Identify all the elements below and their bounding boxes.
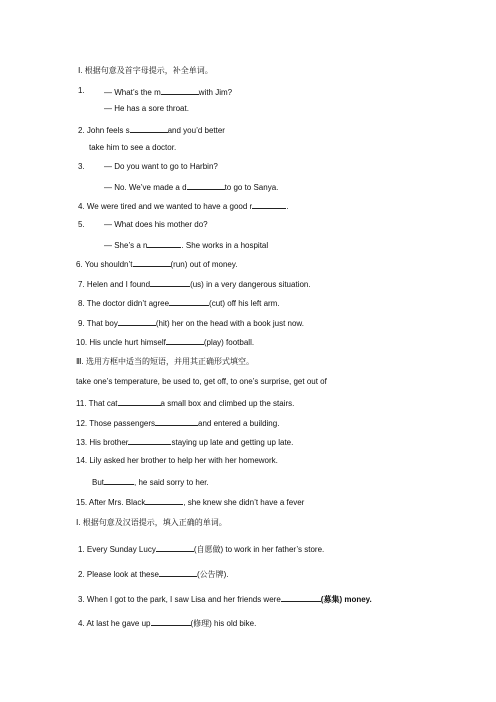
question-7-line	[78, 278, 311, 290]
answer-blank[interactable]	[187, 181, 225, 190]
answer-blank[interactable]	[151, 617, 191, 626]
section-3-heading: Ⅲ. 选用方框中适当的短语，并用其正确形式填空。	[76, 357, 254, 366]
question-7-text: 7. Helen and I found	[78, 280, 151, 289]
question-10-text-end: (play) football.	[203, 338, 255, 347]
answer-blank[interactable]	[159, 568, 197, 577]
question-9-text-end: (hit) her on the head with a book just now.	[155, 319, 304, 328]
section-4-question-2-line	[78, 568, 229, 580]
question-3-line-b	[104, 181, 278, 193]
question-4-text-end: .	[286, 202, 289, 211]
question-3-text: — No. We’ve made a d	[104, 183, 187, 192]
answer-blank[interactable]	[161, 86, 199, 95]
question-6-line	[76, 258, 238, 270]
section-4-question-3-text: 3. When I got to the park, I saw Lisa and her friends were	[78, 595, 281, 604]
question-14-line-b	[92, 476, 209, 488]
question-15-text: 15. After Mrs. Black	[76, 498, 146, 507]
question-2-text: 2. John feels s	[78, 126, 130, 135]
question-11-line	[76, 397, 294, 409]
answer-blank[interactable]	[252, 200, 289, 211]
question-8-text: 8. The doctor didn’t agree	[78, 299, 170, 308]
question-13-line	[76, 436, 293, 448]
question-2-line-a	[78, 124, 225, 136]
section-4-question-1-text-end: (自愿做) to work in her father’s store.	[193, 545, 325, 554]
question-6-text: 6. You shouldn’t	[76, 260, 133, 269]
question-1-line-a	[104, 86, 232, 98]
question-15-text-end: , she knew she didn’t have a fever	[183, 498, 305, 507]
question-12-text-end: and entered a building.	[198, 419, 280, 428]
question-5-text: — She’s a n	[104, 241, 148, 250]
question-5-line-b	[104, 239, 268, 251]
section-4-question-4-text: 4. At last he gave up	[78, 619, 151, 628]
answer-blank[interactable]	[169, 297, 209, 306]
question-11-text: 11. That cat	[76, 399, 118, 408]
question-9-line	[78, 317, 304, 329]
answer-blank[interactable]	[281, 593, 321, 602]
question-1-number: 1.	[78, 86, 85, 95]
answer-blank[interactable]	[156, 543, 194, 552]
answer-blank[interactable]	[118, 397, 161, 406]
section-4-question-1-text: 1. Every Sunday Lucy	[78, 545, 156, 554]
question-1-text-end: with Jim?	[198, 88, 233, 97]
question-15-line	[76, 496, 304, 508]
question-5-line-a: — What does his mother do?	[104, 220, 208, 229]
question-5-text-end: . She works in a hospital	[181, 241, 269, 250]
question-14-line-a: 14. Lily asked her brother to help her with her homework.	[76, 456, 278, 465]
question-1-line-b: — He has a sore throat.	[104, 104, 189, 113]
answer-blank[interactable]	[147, 239, 181, 248]
answer-blank[interactable]	[145, 496, 183, 505]
answer-blank[interactable]	[155, 417, 198, 426]
question-13-text: 13. His brother	[76, 438, 129, 447]
question-4-text: 4. We were tired and we wanted to have a good r	[78, 202, 253, 211]
phrase-box: take one’s temperature, be used to, get off, to one’s surprise, get out of	[76, 377, 327, 386]
answer-blank[interactable]	[166, 336, 204, 345]
question-2-line-b: take him to see a doctor.	[89, 143, 177, 152]
question-14-text: But	[92, 478, 105, 487]
question-3-line-a: — Do you want to go to Harbin?	[104, 162, 218, 171]
section-4-question-4-line	[78, 617, 256, 629]
question-1-text: — What’s the m	[104, 88, 161, 97]
section-1-heading: Ⅰ. 根据句意及首字母提示，补全单词。	[78, 66, 213, 75]
question-12-line	[76, 417, 279, 429]
question-11-text-end: a small box and climbed up the stairs.	[160, 399, 295, 408]
question-8-text-end: (cut) off his left arm.	[209, 299, 280, 308]
section-4-question-2-text: 2. Please look at these	[78, 570, 159, 579]
question-3-text-end: to go to Sanya.	[224, 183, 279, 192]
section-4-question-3-text-end: (募集) money.	[320, 595, 372, 604]
question-8-line	[78, 297, 280, 309]
section-4-question-4-text-end: (修理) his old bike.	[190, 619, 257, 628]
question-12-text: 12. Those passengers	[76, 419, 156, 428]
question-14-text-end: , he said sorry to her.	[134, 478, 209, 487]
answer-blank[interactable]	[128, 436, 171, 445]
question-3-number: 3.	[78, 162, 85, 171]
question-6-text-end: (run) out of money.	[170, 260, 238, 269]
question-4-line	[78, 200, 288, 212]
section-4-question-3-line	[78, 593, 372, 605]
question-5-number: 5.	[78, 220, 85, 229]
question-10-text: 10. His uncle hurt himself	[76, 338, 166, 347]
answer-blank[interactable]	[118, 317, 156, 326]
answer-blank[interactable]	[133, 258, 171, 267]
section-4-question-2-text-end: (公告牌).	[196, 570, 229, 579]
section-4-heading: Ⅰ. 根据句意及汉语提示，填入正确的单词。	[76, 518, 227, 527]
answer-blank[interactable]	[104, 476, 134, 485]
question-7-text-end: (us) in a very dangerous situation.	[190, 280, 311, 289]
question-10-line	[76, 336, 254, 348]
answer-blank[interactable]	[150, 278, 190, 287]
question-2-text-end: and you’d better	[167, 126, 225, 135]
section-4-question-1-line	[78, 543, 324, 555]
answer-blank[interactable]	[130, 124, 168, 133]
question-13-text-end: staying up late and getting up late.	[171, 438, 294, 447]
question-9-text: 9. That boy	[78, 319, 118, 328]
